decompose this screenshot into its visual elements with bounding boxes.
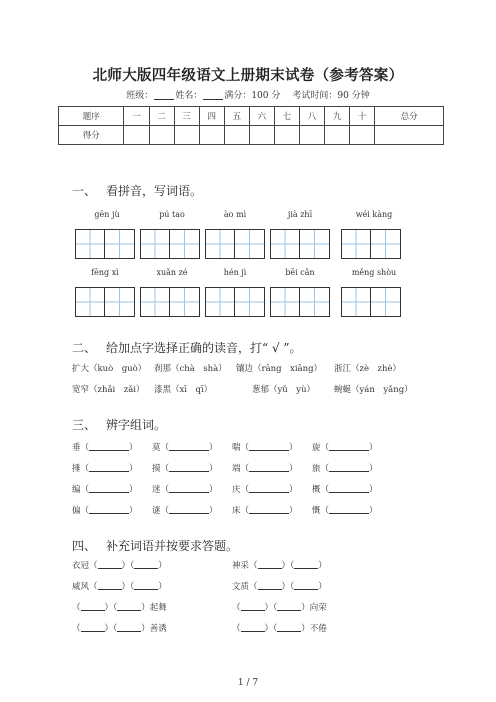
char-label: 慨 (312, 506, 321, 516)
char-label: 谜 (152, 506, 161, 516)
pronunciation-item[interactable]: 镶边（rāng xiāng） (236, 364, 323, 374)
answer-blank[interactable] (329, 484, 369, 493)
pinyin-label: pú tao (159, 210, 185, 219)
score-header-cell: 九 (325, 107, 350, 126)
answer-blank[interactable] (249, 484, 289, 493)
answer-blank[interactable] (134, 560, 158, 569)
score-header-cell: 二 (149, 107, 174, 126)
idiom-row: （ ）（ ）不倦 (232, 624, 327, 634)
char-label: 编 (72, 485, 81, 495)
score-table (58, 106, 444, 145)
section-title: 辨字组词。 (106, 418, 167, 432)
pinyin-label: jià zhī (287, 210, 313, 219)
writing-grid[interactable] (75, 229, 135, 259)
char-label: 床 (232, 506, 241, 516)
answer-blank[interactable] (169, 505, 209, 514)
writing-grid[interactable] (270, 287, 330, 317)
score-header-cell: 五 (224, 107, 249, 126)
section-title: 看拼音，写词语。 (106, 184, 203, 198)
answer-blank[interactable] (134, 581, 158, 590)
score-header-cell: 八 (299, 107, 324, 126)
pinyin-label: ào mì (223, 210, 247, 219)
page-number: 1 / 7 (237, 678, 259, 688)
writing-grid[interactable] (140, 229, 200, 259)
char-label: 概 (312, 485, 321, 495)
idiom-row: 衣冠（ ）（ ） (72, 561, 167, 571)
answer-blank[interactable] (241, 602, 265, 611)
section-3-heading (72, 416, 166, 433)
idiom-row: （ ）（ ）向荣 (232, 603, 327, 613)
section-title: 补充词语并按要求答题。 (106, 539, 239, 553)
pronunciation-line-2 (72, 383, 413, 395)
class-blank[interactable] (154, 90, 174, 100)
section-4-heading (72, 537, 238, 554)
pinyin-label: wéi kàng (355, 210, 393, 219)
score-cell[interactable] (174, 126, 199, 145)
writing-grid[interactable] (75, 287, 135, 317)
section-number: 一、 (72, 184, 97, 198)
word-group-row: 捶（ ） 摸（ ） 端（ ） 旅（ ） (72, 464, 378, 474)
writing-grid[interactable] (140, 287, 200, 317)
score-cell[interactable] (149, 126, 174, 145)
answer-blank[interactable] (294, 560, 318, 569)
pronunciation-item[interactable]: 葱郁（yǔ yù） (252, 385, 316, 395)
answer-blank[interactable] (249, 442, 289, 451)
answer-blank[interactable] (89, 442, 129, 451)
answer-blank[interactable] (81, 602, 105, 611)
section-2-heading (72, 339, 302, 356)
pronunciation-line-1 (72, 362, 401, 374)
score-header-cell: 十 (350, 107, 375, 126)
char-label: 端 (232, 464, 241, 474)
pinyin-label: fēng xì (91, 268, 119, 277)
idiom-row: 神采（ ）（ ） (232, 561, 327, 571)
score-cell[interactable] (350, 126, 375, 145)
word-group-row: 偏（ ） 谜（ ） 床（ ） 慨（ ） (72, 506, 378, 516)
score-row-label: 得分 (59, 126, 124, 145)
answer-blank[interactable] (117, 623, 141, 632)
pinyin-label: měng shòu (351, 268, 397, 277)
pinyin-label: gēn jù (94, 210, 120, 219)
answer-blank[interactable] (89, 505, 129, 514)
score-cell[interactable] (224, 126, 249, 145)
answer-blank[interactable] (249, 463, 289, 472)
answer-blank[interactable] (329, 442, 369, 451)
score-header-row (59, 107, 444, 126)
pinyin-label: bēi cǎn (285, 268, 315, 277)
page-title: 北师大版四年级语文上册期末试卷（参考答案） (92, 67, 404, 84)
score-header-cell: 总分 (375, 107, 444, 126)
answer-blank[interactable] (98, 581, 122, 590)
answer-blank[interactable] (329, 505, 369, 514)
idiom-row: 威风（ ）（ ） (72, 582, 167, 592)
score-header-cell: 三 (174, 107, 199, 126)
writing-grid[interactable] (341, 229, 401, 259)
section-number: 二、 (72, 341, 97, 355)
section-number: 四、 (72, 539, 97, 553)
answer-blank[interactable] (329, 463, 369, 472)
pronunciation-item[interactable]: 浙江（zè zhè） (334, 364, 401, 374)
idiom-text: 不倦 (309, 624, 327, 634)
answer-blank[interactable] (258, 581, 282, 590)
word-group-row: 垂（ ） 莫（ ） 喘（ ） 旋（ ） (72, 443, 378, 453)
score-header-cell: 六 (249, 107, 274, 126)
exam-meta (0, 88, 496, 101)
char-label: 偏 (72, 506, 81, 516)
char-label: 庆 (232, 485, 241, 495)
char-label: 捶 (72, 464, 81, 474)
score-cell[interactable] (199, 126, 224, 145)
full-score: 满分：100 分 (224, 91, 281, 101)
idiom-text: 威风 (72, 582, 90, 592)
idiom-text: 善诱 (149, 624, 167, 634)
idiom-text: 衣冠 (72, 561, 90, 571)
char-label: 旋 (312, 443, 321, 453)
class-label: 班级： (126, 91, 154, 101)
answer-blank[interactable] (89, 484, 129, 493)
char-label: 垂 (72, 443, 81, 453)
idiom-row: 文质（ ）（ ） (232, 582, 327, 592)
answer-blank[interactable] (169, 442, 209, 451)
answer-blank[interactable] (277, 623, 301, 632)
exam-time: 考试时间：90 分钟 (292, 91, 370, 101)
answer-blank[interactable] (241, 623, 265, 632)
score-cell[interactable] (325, 126, 350, 145)
score-cell[interactable] (274, 126, 299, 145)
score-header-cell: 一 (124, 107, 149, 126)
score-value-row (59, 126, 444, 145)
writing-grid[interactable] (341, 287, 401, 317)
section-number: 三、 (72, 418, 97, 432)
score-cell[interactable] (375, 126, 444, 145)
answer-blank[interactable] (258, 560, 282, 569)
char-label: 旅 (312, 464, 321, 474)
idiom-text: 起舞 (149, 603, 167, 613)
idiom-text: 神采 (232, 561, 250, 571)
score-cell[interactable] (249, 126, 274, 145)
answer-blank[interactable] (169, 463, 209, 472)
idiom-text: 向荣 (309, 603, 327, 613)
name-blank[interactable] (203, 90, 223, 100)
char-label: 迷 (152, 485, 161, 495)
score-header-cell: 四 (199, 107, 224, 126)
writing-grid[interactable] (270, 229, 330, 259)
answer-blank[interactable] (117, 602, 141, 611)
char-label: 摸 (152, 464, 161, 474)
answer-blank[interactable] (249, 505, 289, 514)
pronunciation-item[interactable]: 扩大（kuò guò） (72, 364, 147, 374)
answer-blank[interactable] (89, 463, 129, 472)
word-group-row: 编（ ） 迷（ ） 庆（ ） 概（ ） (72, 485, 378, 495)
answer-blank[interactable] (98, 560, 122, 569)
char-label: 喘 (232, 443, 241, 453)
answer-blank[interactable] (294, 581, 318, 590)
name-label: 姓名： (175, 91, 203, 101)
pinyin-label: hén jì (223, 268, 247, 277)
pronunciation-item[interactable]: 宽窄（zhǎi zǎi） (72, 385, 145, 395)
answer-blank[interactable] (277, 602, 301, 611)
score-header-cell: 七 (274, 107, 299, 126)
idiom-row: （ ）（ ）起舞 (72, 603, 167, 613)
section-title: 给加点字选择正确的读音，打“ √ ”。 (106, 341, 302, 355)
answer-blank[interactable] (169, 484, 209, 493)
section-1-heading (72, 182, 202, 199)
answer-blank[interactable] (81, 623, 105, 632)
pronunciation-item[interactable]: 蜿蜒（yán yǎng） (334, 385, 413, 395)
pronunciation-item[interactable]: 刹那（chà shà） (154, 364, 227, 374)
score-header-cell: 题序 (59, 107, 124, 126)
idiom-text: 文质 (232, 582, 250, 592)
pronunciation-item[interactable]: 漆黑（xī qī） (154, 385, 213, 395)
score-cell[interactable] (299, 126, 324, 145)
score-cell[interactable] (124, 126, 149, 145)
writing-grid[interactable] (205, 229, 265, 259)
writing-grid[interactable] (205, 287, 265, 317)
idiom-row: （ ）（ ）善诱 (72, 624, 167, 634)
char-label: 莫 (152, 443, 161, 453)
pinyin-label: xuǎn zé (156, 268, 188, 277)
